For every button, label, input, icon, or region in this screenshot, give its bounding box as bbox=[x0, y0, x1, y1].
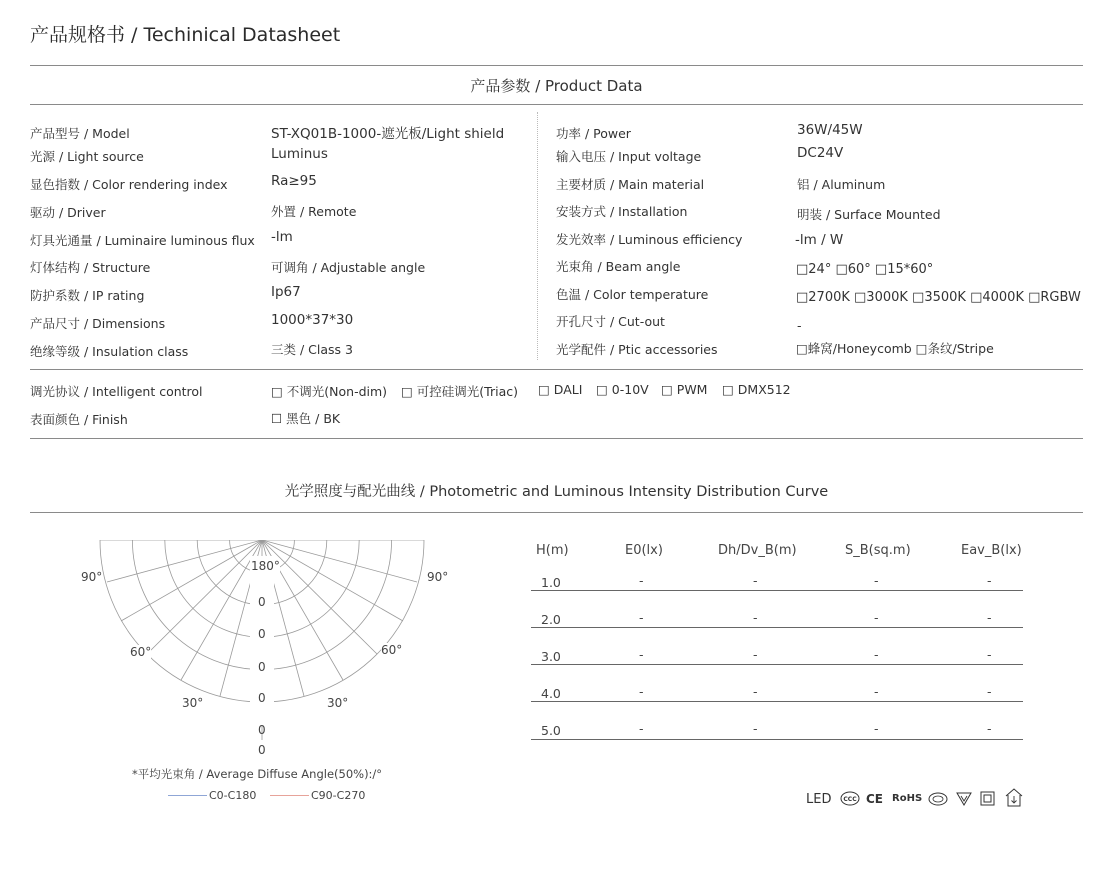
finish-label: 表面颜色 / Finish bbox=[30, 412, 128, 427]
spec-value-light-source: Luminus bbox=[271, 146, 328, 162]
spec-value-installation: 明装 / Surface Mounted bbox=[797, 207, 941, 222]
table-cell-h: 5.0 bbox=[541, 723, 561, 738]
column-divider bbox=[537, 112, 538, 360]
legend-label-c90: C90-C270 bbox=[311, 789, 366, 802]
class2-square-icon bbox=[980, 791, 995, 806]
table-cell: - bbox=[987, 573, 992, 588]
svg-text:CCC: CCC bbox=[843, 796, 857, 803]
polar-label-60-left: 60° bbox=[130, 645, 152, 659]
control-option-non-dim: □ 不调光(Non-dim) bbox=[271, 384, 388, 399]
page-title: 产品规格书 / Techinical Datasheet bbox=[30, 24, 341, 46]
control-option-0-10v: □ 0-10V bbox=[596, 382, 649, 397]
table-cell: - bbox=[639, 610, 644, 625]
table-cell: - bbox=[874, 610, 879, 625]
table-cell: - bbox=[874, 684, 879, 699]
cqc-icon bbox=[928, 792, 948, 806]
polar-radial-value-4: 0 bbox=[258, 691, 266, 705]
control-option-dali: □ DALI bbox=[538, 382, 583, 397]
table-row-divider bbox=[531, 739, 1023, 740]
ce-icon: CE bbox=[866, 792, 884, 806]
table-cell: - bbox=[753, 684, 758, 699]
table-cell: - bbox=[639, 721, 644, 736]
spec-value-beam-angle: □24° □60° □15*60° bbox=[796, 262, 934, 277]
table-cell: - bbox=[753, 721, 758, 736]
polar-radial-value-5: 0 bbox=[258, 723, 266, 737]
spec-label-power: 功率 / Power bbox=[556, 126, 631, 141]
table-header-dhdv: Dh/Dv_B(m) bbox=[718, 543, 797, 558]
table-cell: - bbox=[753, 647, 758, 662]
beam-angle-note: *平均光束角 / Average Diffuse Angle(50%):/° bbox=[132, 767, 383, 781]
spec-value-flux: -lm bbox=[271, 229, 293, 245]
ccc-icon bbox=[840, 791, 860, 806]
legend-label-c0: C0-C180 bbox=[209, 789, 257, 802]
table-cell: - bbox=[639, 573, 644, 588]
spec-value-driver: 外置 / Remote bbox=[271, 204, 357, 219]
divider-top bbox=[30, 65, 1083, 66]
polar-label-90-left: 90° bbox=[81, 570, 103, 584]
table-cell: - bbox=[987, 647, 992, 662]
polar-label-90-right: 90° bbox=[427, 570, 449, 584]
spec-value-cutout: - bbox=[797, 318, 802, 333]
spec-label-beam-angle: 光束角 / Beam angle bbox=[556, 259, 681, 274]
table-cell: - bbox=[987, 684, 992, 699]
table-cell: - bbox=[753, 573, 758, 588]
spec-value-accessories: □蜂窝/Honeycomb □条纹/Stripe bbox=[796, 341, 994, 356]
table-row-divider bbox=[531, 664, 1023, 665]
table-cell: - bbox=[639, 684, 644, 699]
spec-label-cutout: 开孔尺寸 / Cut-out bbox=[556, 314, 665, 329]
rohs-icon: RoHS bbox=[892, 793, 923, 804]
spec-label-efficiency: 发光效率 / Luminous efficiency bbox=[556, 232, 743, 247]
photometric-section-title: 光学照度与配光曲线 / Photometric and Luminous Intensity Distribution Curve bbox=[284, 484, 829, 500]
table-cell: - bbox=[753, 610, 758, 625]
polar-label-30-left: 30° bbox=[182, 696, 204, 710]
spec-label-insulation: 绝缘等级 / Insulation class bbox=[30, 344, 189, 359]
table-header-eav: Eav_B(lx) bbox=[961, 543, 1022, 558]
spec-label-structure: 灯体结构 / Structure bbox=[30, 260, 151, 275]
spec-value-cct: □2700K □3000K □3500K □4000K □RGBW bbox=[796, 290, 1081, 305]
spec-label-flux: 灯具光通量 / Luminaire luminous flux bbox=[30, 233, 255, 248]
spec-value-structure: 可调角 / Adjustable angle bbox=[271, 260, 426, 275]
polar-label-30-right: 30° bbox=[327, 696, 349, 710]
divider-control bbox=[30, 438, 1083, 439]
table-cell: - bbox=[639, 647, 644, 662]
spec-value-ip: Ip67 bbox=[271, 284, 301, 300]
spec-label-accessories: 光学配件 / Ptic accessories bbox=[556, 342, 718, 357]
table-header-h: H(m) bbox=[536, 543, 569, 558]
table-cell: - bbox=[874, 573, 879, 588]
spec-label-cri: 显色指数 / Color rendering index bbox=[30, 177, 228, 192]
spec-label-light-source: 光源 / Light source bbox=[30, 149, 144, 164]
product-section-title: 产品参数 / Product Data bbox=[470, 77, 643, 95]
spec-value-dimensions: 1000*37*30 bbox=[271, 312, 354, 328]
divider-photometric bbox=[30, 512, 1083, 513]
table-cell: - bbox=[874, 647, 879, 662]
table-row-divider bbox=[531, 701, 1023, 702]
polar-radial-value-1: 0 bbox=[258, 595, 266, 609]
table-row-divider bbox=[531, 590, 1023, 591]
spec-value-model: ST-XQ01B-1000-遮光板/Light shield bbox=[271, 126, 505, 142]
polar-spoke-45-right bbox=[262, 540, 377, 654]
indoor-house-icon bbox=[1004, 788, 1024, 807]
spec-label-cct: 色温 / Color temperature bbox=[556, 287, 709, 302]
table-cell: - bbox=[987, 610, 992, 625]
spec-value-insulation: 三类 / Class 3 bbox=[271, 342, 353, 357]
polar-radial-value-6: 0 bbox=[258, 743, 266, 757]
table-header-sb: S_B(sq.m) bbox=[845, 543, 911, 558]
spec-label-model: 产品型号 / Model bbox=[30, 126, 130, 141]
polar-spoke-75-left bbox=[107, 540, 262, 582]
table-header-e0: E0(lx) bbox=[625, 543, 663, 558]
polar-spoke-60-left bbox=[121, 540, 262, 621]
spec-label-material: 主要材质 / Main material bbox=[556, 177, 705, 192]
divider-specs bbox=[30, 369, 1083, 370]
table-row-divider bbox=[531, 627, 1023, 628]
spec-value-efficiency: -lm / W bbox=[795, 232, 844, 248]
control-option-dmx512: □ DMX512 bbox=[722, 382, 791, 397]
polar-label-180: 180° bbox=[251, 559, 280, 573]
spec-value-voltage: DC24V bbox=[797, 145, 844, 161]
table-cell-h: 4.0 bbox=[541, 686, 561, 701]
spec-label-voltage: 输入电压 / Input voltage bbox=[556, 149, 702, 164]
polar-radial-value-2: 0 bbox=[258, 627, 266, 641]
spec-value-material: 铝 / Aluminum bbox=[797, 177, 886, 192]
spec-value-power: 36W/45W bbox=[797, 122, 863, 138]
table-cell: - bbox=[874, 721, 879, 736]
led-mark: LED bbox=[806, 792, 832, 807]
polar-spoke-30-left bbox=[181, 540, 262, 680]
table-cell: - bbox=[987, 721, 992, 736]
spec-label-installation: 安装方式 / Installation bbox=[556, 204, 688, 219]
table-cell-h: 2.0 bbox=[541, 612, 561, 627]
polar-radial-value-3: 0 bbox=[258, 660, 266, 674]
control-option-pwm: □ PWM bbox=[661, 382, 708, 397]
spec-label-ip: 防护系数 / IP rating bbox=[30, 288, 145, 303]
polar-label-60-right: 60° bbox=[381, 643, 403, 657]
table-cell-h: 3.0 bbox=[541, 649, 561, 664]
divider-product bbox=[30, 104, 1083, 105]
polar-spoke-60-right bbox=[262, 540, 403, 621]
spec-value-cri: Ra≥95 bbox=[271, 173, 317, 189]
table-cell-h: 1.0 bbox=[541, 575, 561, 590]
control-label: 调光协议 / Intelligent control bbox=[30, 384, 203, 399]
control-option-triac: □ 可控硅调光(Triac) bbox=[401, 384, 518, 399]
polar-spoke-45-left bbox=[147, 540, 262, 654]
spec-label-dimensions: 产品尺寸 / Dimensions bbox=[30, 316, 166, 331]
spec-label-driver: 驱动 / Driver bbox=[30, 205, 106, 220]
finish-value: ☐ 黑色 / BK bbox=[271, 411, 341, 426]
polar-spoke-75-right bbox=[262, 540, 417, 582]
triangle-v-icon bbox=[956, 792, 972, 806]
